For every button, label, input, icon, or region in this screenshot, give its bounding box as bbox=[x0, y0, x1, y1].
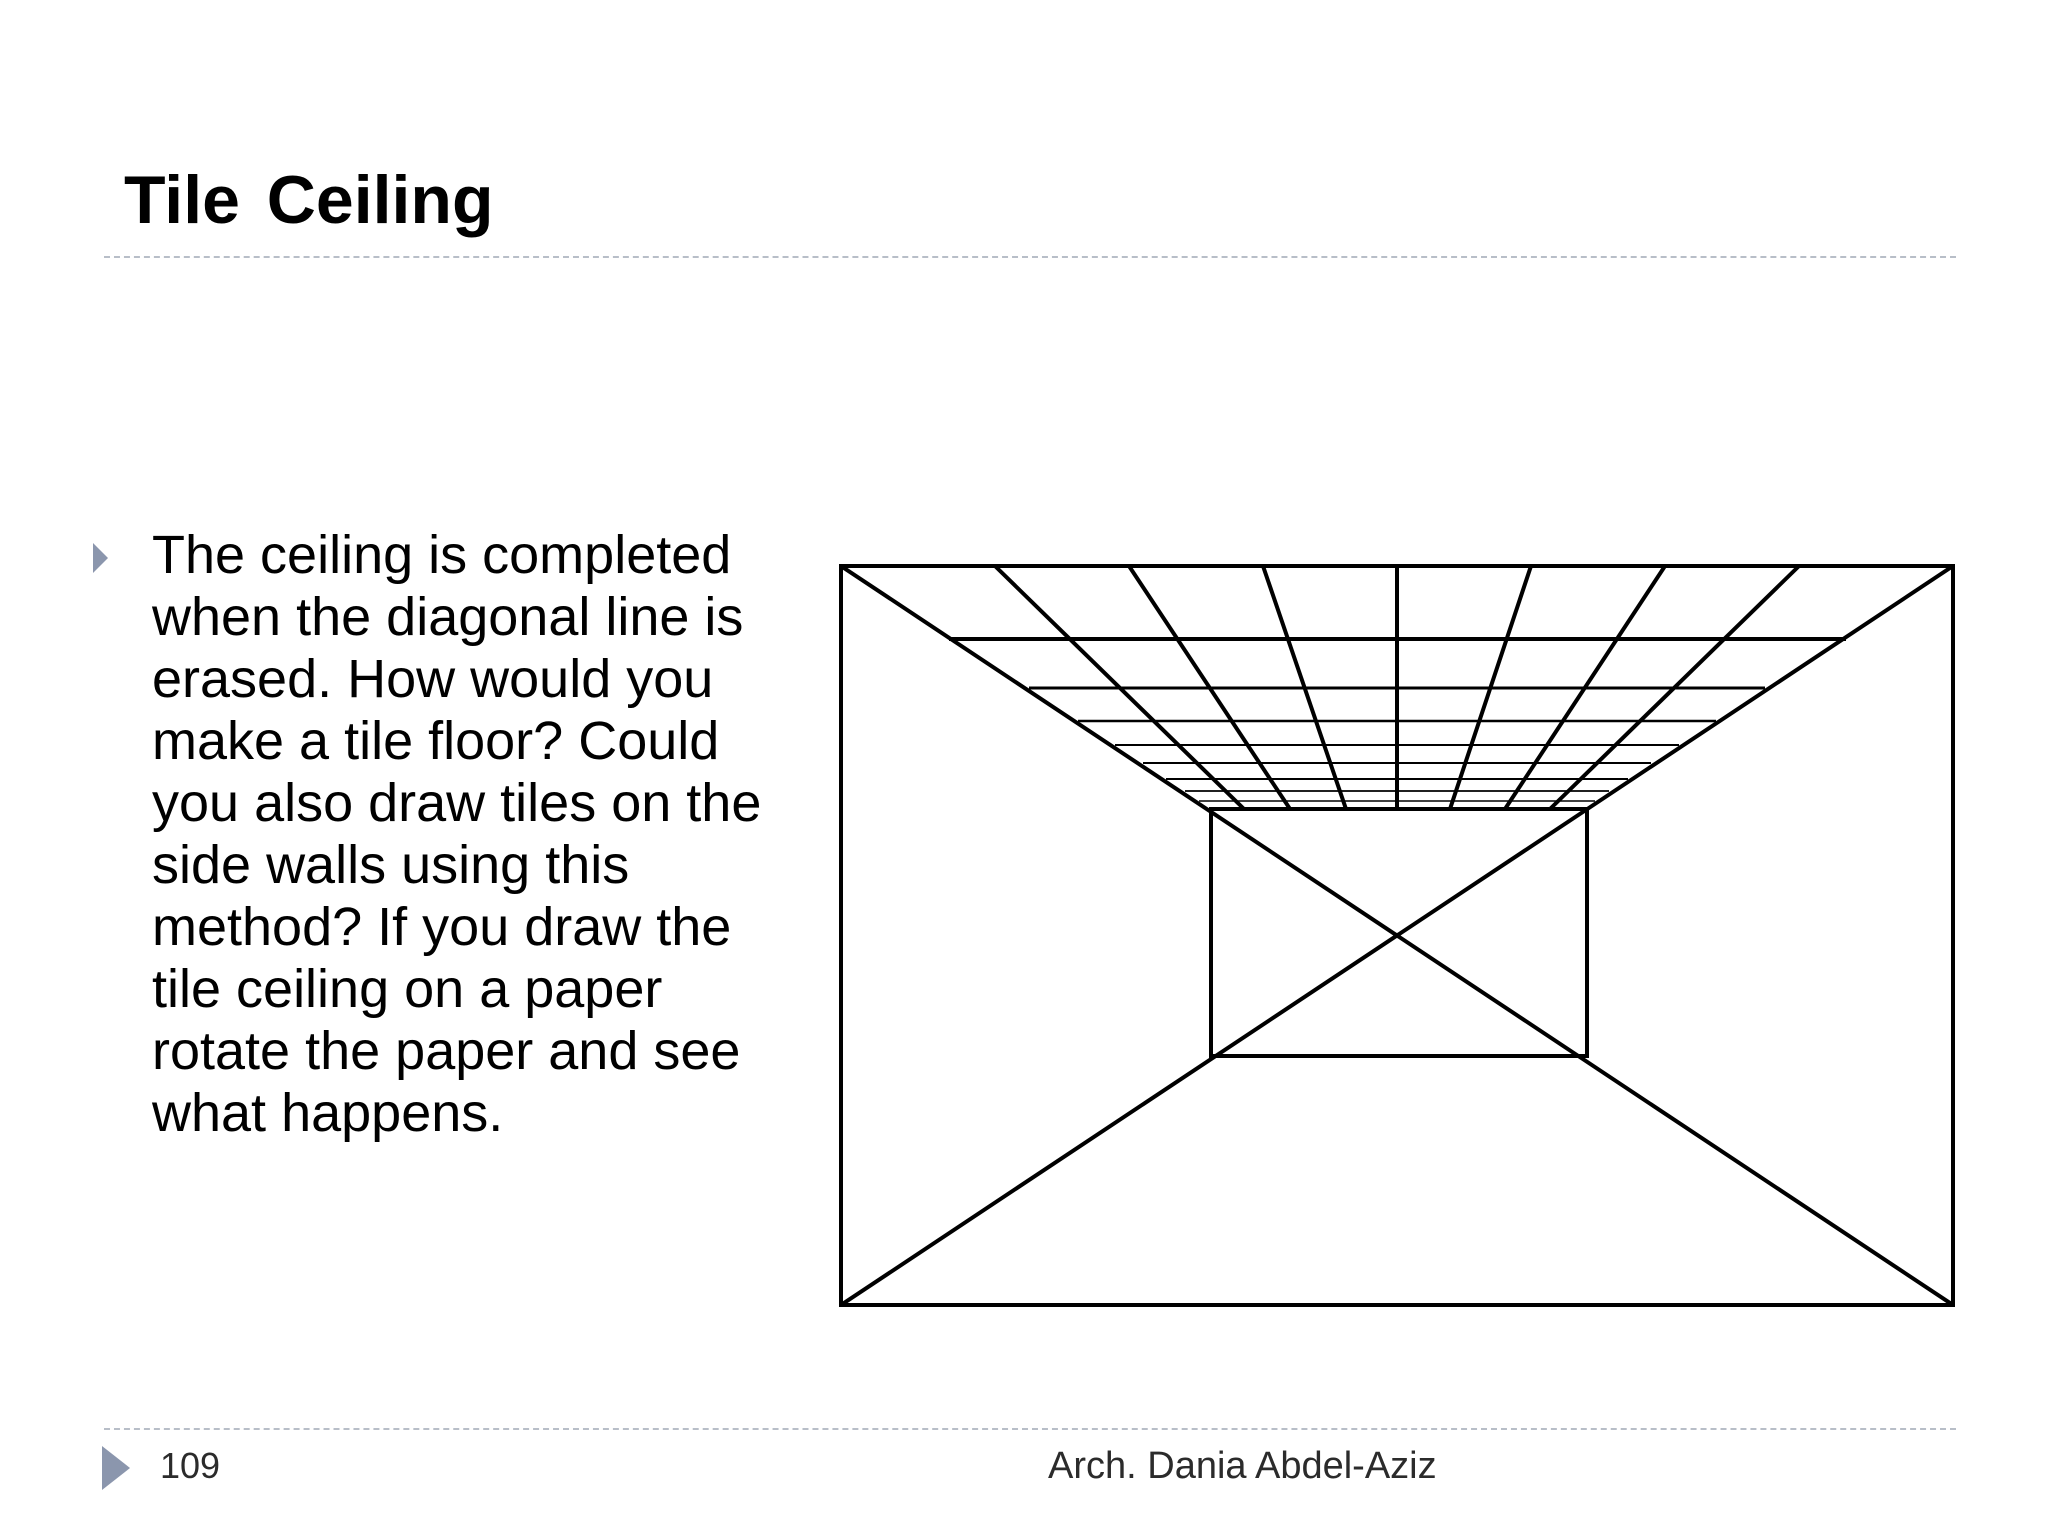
footer-divider bbox=[104, 1428, 1956, 1430]
bullet-text-line: what happens. bbox=[152, 1083, 504, 1143]
bullet-text-line: erased. How would you bbox=[152, 649, 714, 709]
bullet-text-line: The ceiling is completed bbox=[152, 525, 732, 585]
bullet-text-line: make a tile floor? Could bbox=[152, 711, 720, 771]
bullet-text-line: side walls using this bbox=[152, 835, 630, 895]
footer-author: Arch. Dania Abdel-Aziz bbox=[1048, 1445, 1437, 1487]
bullet-text-line: you also draw tiles on the bbox=[152, 773, 762, 833]
bullet-text bbox=[152, 524, 812, 1144]
tile-ceiling-perspective-drawing bbox=[839, 564, 1955, 1307]
title-divider bbox=[104, 256, 1956, 258]
bullet-triangle-icon bbox=[93, 543, 108, 573]
footer-triangle-icon bbox=[102, 1446, 130, 1490]
page-number: 109 bbox=[160, 1445, 221, 1486]
bullet-text-line: tile ceiling on a paper bbox=[152, 959, 663, 1019]
bullet-text-line: rotate the paper and see bbox=[152, 1021, 741, 1081]
slide-title: Tile Ceiling bbox=[124, 162, 494, 238]
bullet-text-line: when the diagonal line is bbox=[152, 587, 744, 647]
bullet-text-line: method? If you draw the bbox=[152, 897, 732, 957]
